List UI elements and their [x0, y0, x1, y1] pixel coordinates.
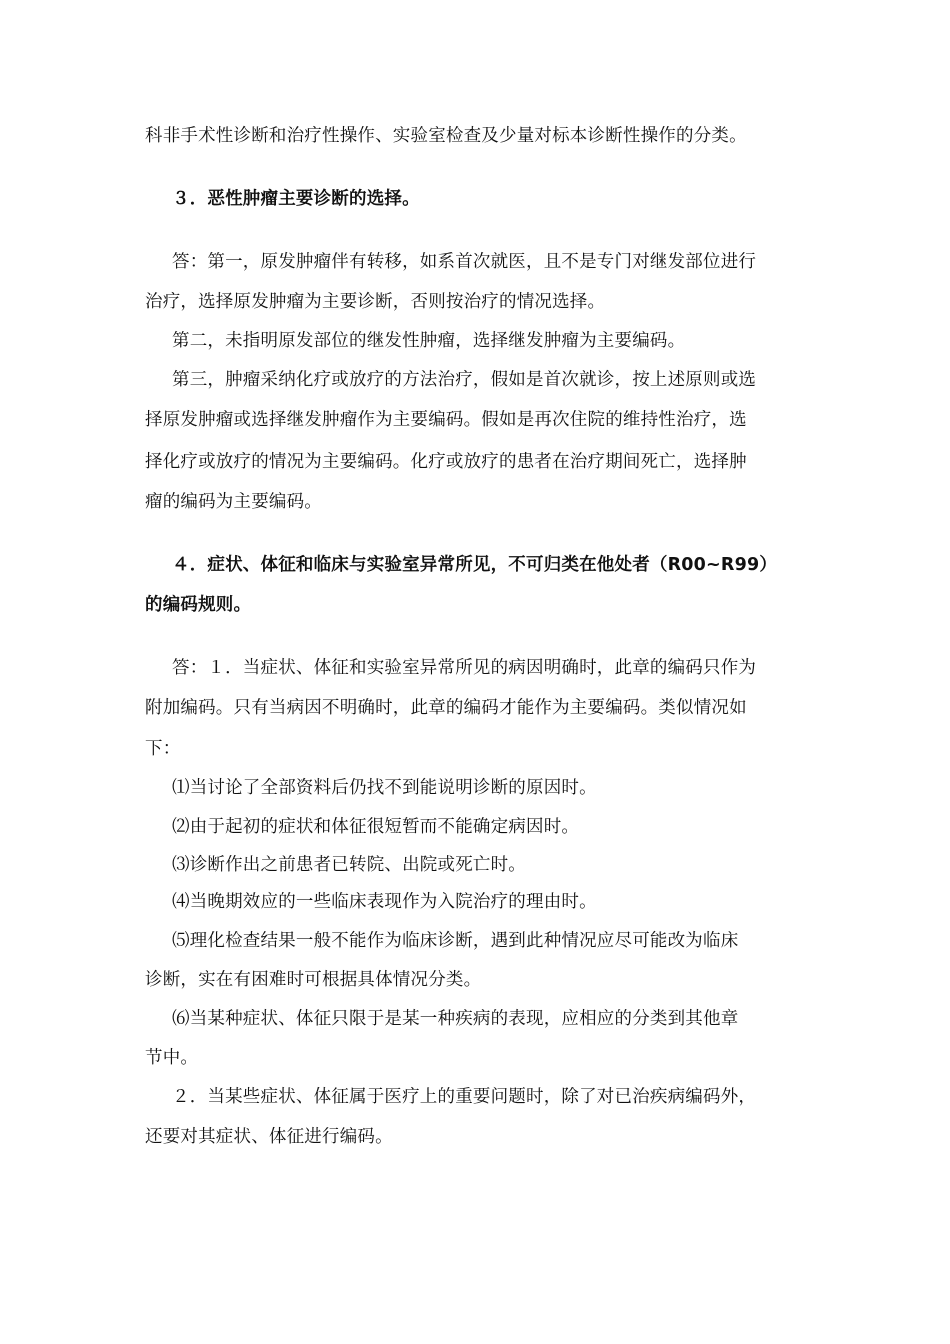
list-item: ⑸理化检查结果一般不能作为临床诊断，遇到此种情况应尽可能改为临床 — [172, 931, 739, 951]
answer-line: ２．当某些症状、体征属于医疗上的重要问题时，除了对已治疾病编码外， — [172, 1087, 757, 1107]
list-item: ⑵由于起初的症状和体征很短暂而不能确定病因时。 — [172, 817, 580, 837]
answer-line: 还要对其症状、体征进行编码。 — [145, 1127, 393, 1147]
list-item: ⑹当某种症状、体征只限于是某一种疾病的表现，应相应的分类到其他章 — [172, 1009, 739, 1029]
answer-line: 答：１．当症状、体征和实验室异常所见的病因明确时，此章的编码只作为 — [172, 658, 757, 678]
paragraph-line: 科非手术性诊断和治疗性操作、实验室检查及少量对标本诊断性操作的分类。 — [145, 126, 747, 146]
answer-line: 治疗，选择原发肿瘤为主要诊断，否则按治疗的情况选择。 — [145, 292, 606, 312]
section-heading-4-cont: 的编码规则。 — [145, 595, 252, 615]
answer-line: 择化疗或放疗的情况为主要编码。化疗或放疗的患者在治疗期间死亡，选择肿 — [145, 452, 747, 472]
answer-line: 附加编码。只有当病因不明确时，此章的编码才能作为主要编码。类似情况如 — [145, 698, 747, 718]
answer-line: 答：第一，原发肿瘤伴有转移，如系首次就医，且不是专门对继发部位进行 — [172, 252, 757, 272]
list-item-cont: 诊断，实在有困难时可根据具体情况分类。 — [145, 970, 482, 990]
answer-line: 下： — [145, 739, 181, 759]
section-heading-4: ４．症状、体征和临床与实验室异常所见，不可归类在他处者（R00~R99） — [172, 555, 778, 575]
answer-line: 择原发肿瘤或选择继发肿瘤作为主要编码。假如是再次住院的维持性治疗，选 — [145, 410, 747, 430]
list-item-cont: 节中。 — [145, 1048, 199, 1068]
list-item: ⑷当晚期效应的一些临床表现作为入院治疗的理由时。 — [172, 892, 597, 912]
answer-line: 瘤的编码为主要编码。 — [145, 492, 322, 512]
list-item: ⑶诊断作出之前患者已转院、出院或死亡时。 — [172, 855, 526, 875]
list-item: ⑴当讨论了全部资料后仍找不到能说明诊断的原因时。 — [172, 778, 597, 798]
answer-line: 第三，肿瘤采纳化疗或放疗的方法治疗，假如是首次就诊，按上述原则或选 — [172, 370, 757, 390]
section-heading-3: ３．恶性肿瘤主要诊断的选择。 — [172, 189, 420, 209]
answer-line: 第二，未指明原发部位的继发性肿瘤，选择继发肿瘤为主要编码。 — [172, 331, 686, 351]
